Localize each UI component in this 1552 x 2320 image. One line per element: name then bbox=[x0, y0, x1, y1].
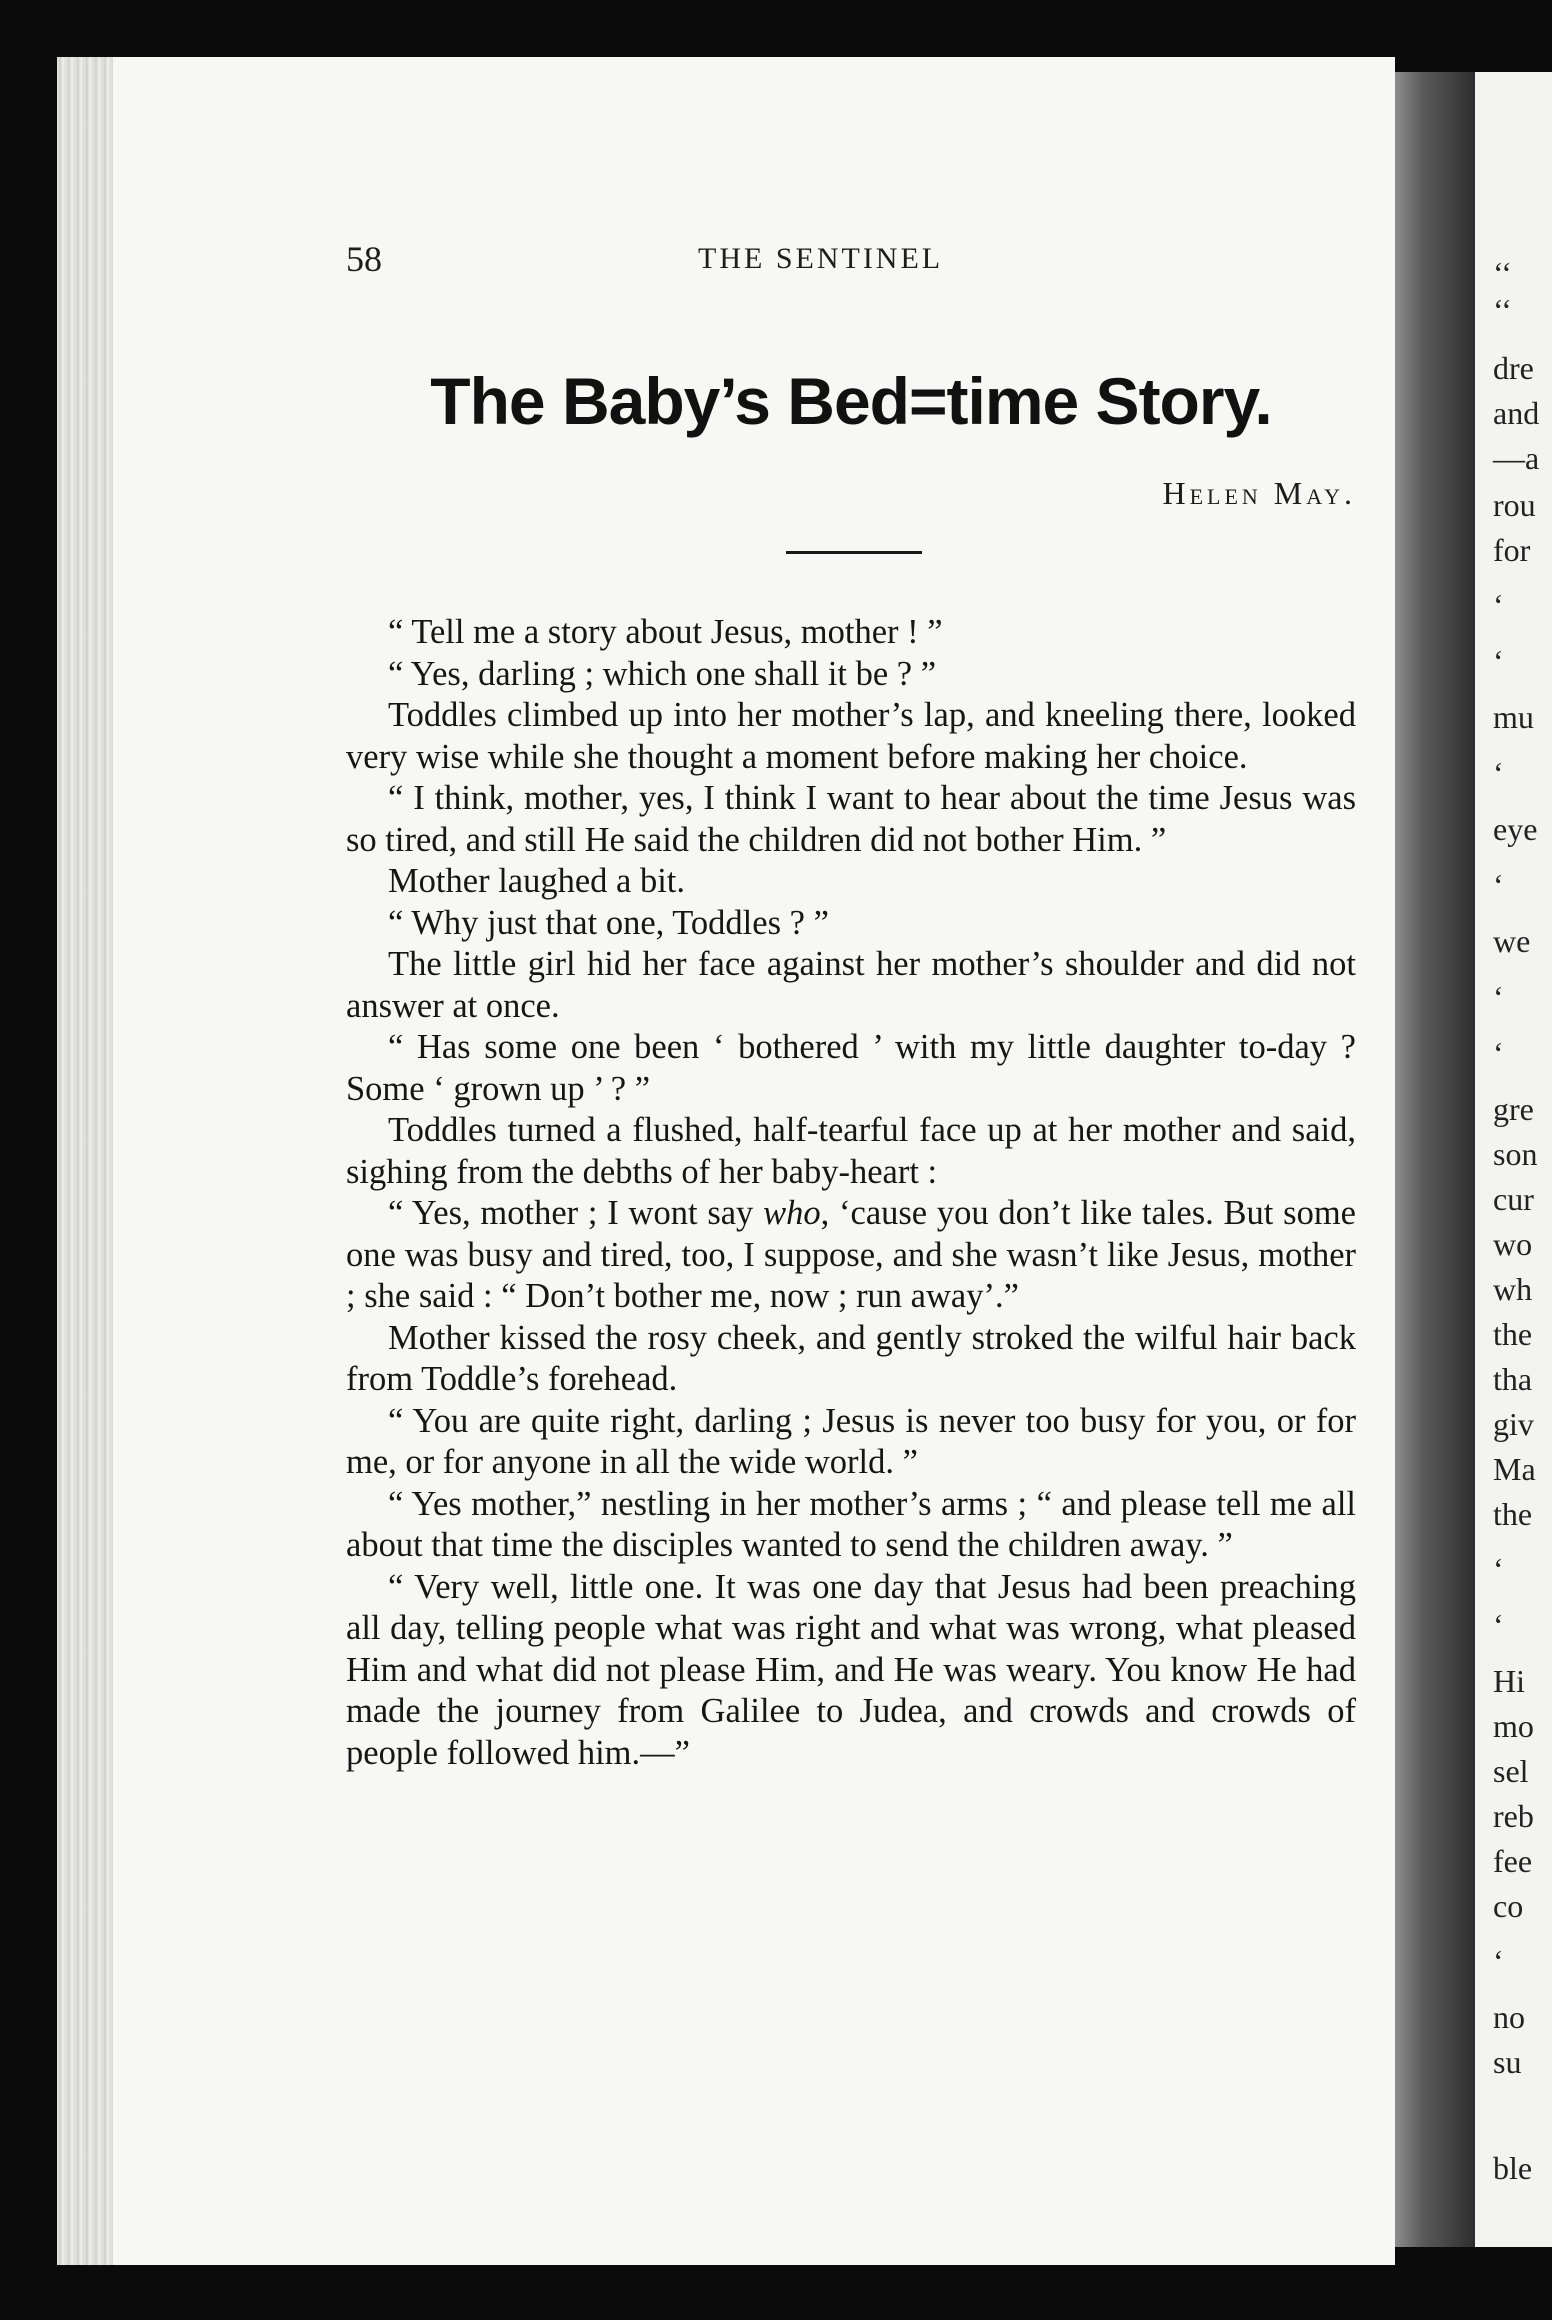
emphasized-word: who bbox=[763, 1194, 821, 1232]
story-paragraph: The little girl hid her face against her mother’s shoulder and did not answer at once. bbox=[346, 945, 1356, 1025]
facing-page-fragment: son bbox=[1493, 1136, 1538, 1172]
facing-page-fragment: and bbox=[1493, 395, 1540, 431]
author-byline: Helen May. bbox=[1162, 475, 1356, 511]
facing-page-fragment: gre bbox=[1493, 1091, 1534, 1127]
story-title: The Baby’s Bed=time Story. bbox=[430, 364, 1272, 438]
facing-page-fragment: no bbox=[1493, 1999, 1525, 2035]
facing-page-fragment: ‘ bbox=[1493, 979, 1504, 1015]
facing-page-fragment: tha bbox=[1493, 1361, 1533, 1397]
story-paragraph: “ Why just that one, Toddles ? ” bbox=[388, 903, 829, 942]
story-paragraph: “ Yes, darling ; which one shall it be ? ” bbox=[388, 654, 937, 693]
facing-page-fragment: ‘ bbox=[1493, 1607, 1504, 1643]
page-number: 58 bbox=[346, 239, 382, 279]
story-paragraph: Mother laughed a bit. bbox=[388, 862, 686, 900]
facing-page-fragment: ‘ bbox=[1493, 867, 1504, 903]
story-paragraph: Mother kissed the rosy cheek, and gently stroked the wilful hair back from Toddle’s forehead. bbox=[346, 1318, 1356, 1398]
facing-page-fragment: ‘ bbox=[1493, 1035, 1504, 1071]
facing-page-fragment: ble bbox=[1493, 2150, 1533, 2186]
title-rule-divider bbox=[786, 551, 922, 554]
story-body bbox=[346, 612, 1356, 1774]
facing-page-fragment: ‘ bbox=[1493, 1551, 1504, 1587]
facing-page-fragment: mo bbox=[1493, 1708, 1534, 1744]
story-paragraph: “ Yes, mother ; I wont say who, ‘cause you don’t like tales. But some one was busy and tired, too, I suppose, and she wasn’t like Jesus, mother ; she said : “ Don’t bother me, now ; run away’.” bbox=[346, 1194, 1356, 1315]
facing-page-fragment: —a bbox=[1493, 440, 1540, 476]
story-paragraph: “ I think, mother, yes, I think I want to hear about the time Jesus was so tired, and still He said the children did not bother Him. ” bbox=[346, 779, 1356, 859]
story-paragraph: “ Tell me a story about Jesus, mother ! ” bbox=[388, 613, 943, 651]
facing-page-fragment: we bbox=[1493, 923, 1531, 959]
facing-page-fragment: fee bbox=[1493, 1843, 1533, 1879]
facing-page-fragment: rou bbox=[1493, 487, 1536, 523]
facing-page-fragment: ‘ bbox=[1493, 1943, 1504, 1979]
journal-name: THE SENTINEL bbox=[698, 242, 944, 275]
story-paragraph: Toddles climbed up into her mother’s lap, and kneeling there, looked very wise while she thought a moment before making her choice. bbox=[346, 696, 1356, 776]
facing-page-fragment: the bbox=[1493, 1316, 1533, 1352]
facing-page-fragment: co bbox=[1493, 1888, 1524, 1924]
facing-page-fragment: dre bbox=[1493, 350, 1534, 386]
facing-page-fragment: ‘ bbox=[1493, 755, 1504, 791]
facing-page-fragment: Hi bbox=[1493, 1663, 1525, 1699]
facing-page-fragment: mu bbox=[1493, 699, 1534, 735]
facing-page-fragment: giv bbox=[1493, 1406, 1534, 1442]
story-paragraph: “ Very well, little one. It was one day that Jesus had been preaching all day, telling people what was right and what was wrong, what pleased Him and what did not please Him, and He was weary. You know He had made the journey from Galilee to Judea, and crowds and crowds of people followed him.—” bbox=[346, 1567, 1356, 1772]
running-head bbox=[346, 238, 1356, 286]
facing-page-fragment: sel bbox=[1493, 1753, 1529, 1789]
facing-page-fragment: reb bbox=[1493, 1798, 1534, 1834]
facing-page-fragment: the bbox=[1493, 1496, 1533, 1532]
facing-page-fragment: Ma bbox=[1493, 1451, 1536, 1487]
story-paragraph: Toddles turned a flushed, half-tearful face up at her mother and said, sighing from the debths of her baby-heart : bbox=[346, 1111, 1356, 1191]
page-edge-stack bbox=[57, 57, 113, 2265]
facing-page-fragment: ‘‘ bbox=[1493, 255, 1512, 291]
book-gutter bbox=[1395, 72, 1475, 2247]
facing-page-fragment: ‘ bbox=[1493, 643, 1504, 679]
facing-page-fragment: ‘ bbox=[1493, 587, 1504, 623]
facing-page-fragment: wo bbox=[1493, 1226, 1533, 1262]
facing-page-fragment: cur bbox=[1493, 1181, 1534, 1217]
facing-page-fragment: for bbox=[1493, 532, 1531, 568]
facing-page-fragment: wh bbox=[1493, 1271, 1533, 1307]
story-paragraph: “ You are quite right, darling ; Jesus is never too busy for you, or for me, or for anyone in all the wide world. ” bbox=[346, 1401, 1356, 1481]
story-paragraph: “ Yes mother,” nestling in her mother’s arms ; “ and please tell me all about that time the disciples wanted to send the children away. ” bbox=[346, 1484, 1356, 1564]
story-paragraph: “ Has some one been ‘ bothered ’ with my little daughter to-day ? Some ‘ grown up ’ ? ” bbox=[346, 1028, 1356, 1108]
facing-page-fragment: ‘‘ bbox=[1493, 292, 1512, 328]
facing-page-fragment: eye bbox=[1493, 811, 1538, 847]
facing-page-fragment: su bbox=[1493, 2044, 1522, 2080]
facing-page-cropped bbox=[1475, 72, 1552, 2247]
